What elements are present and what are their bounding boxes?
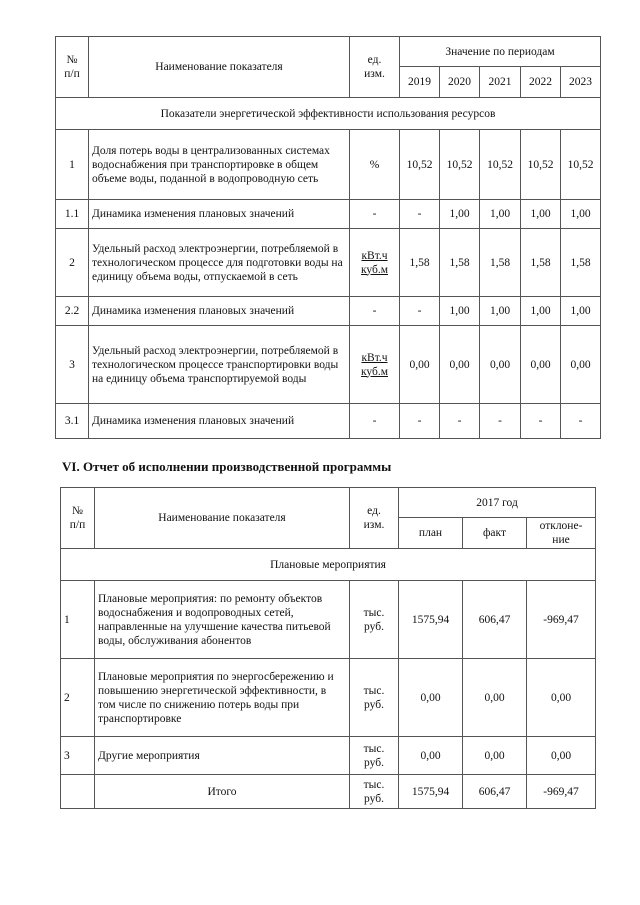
row-value: 0,00 xyxy=(480,326,521,404)
row-unit: кВт.ч куб.м xyxy=(350,229,400,297)
total-unit: тыс. руб. xyxy=(350,775,399,809)
row-unit: тыс. руб. xyxy=(350,659,399,737)
row-value: - xyxy=(440,404,480,439)
row-value: - xyxy=(561,404,601,439)
row-unit: тыс. руб. xyxy=(350,581,399,659)
total-deviation: -969,47 xyxy=(527,775,596,809)
row-value: 1,58 xyxy=(440,229,480,297)
row-value: 0,00 xyxy=(521,326,561,404)
table-row xyxy=(56,229,601,297)
row-value: 10,52 xyxy=(400,130,440,200)
table-row xyxy=(61,659,596,737)
table-total-row xyxy=(61,775,596,809)
row-name: Динамика изменения плановых значений xyxy=(89,297,350,326)
row-fact: 0,00 xyxy=(463,737,527,775)
t2-header-num: № п/п xyxy=(61,488,95,549)
row-value: - xyxy=(400,297,440,326)
energy-efficiency-table xyxy=(55,36,601,439)
t2-sub-deviation: отклоне- ние xyxy=(527,518,596,549)
row-value: 1,58 xyxy=(480,229,521,297)
row-value: 1,00 xyxy=(561,200,601,229)
row-name: Доля потерь воды в централизованных системах водоснабжения при транспортировке в общем объеме воды, поданной в водопроводную сеть xyxy=(89,130,350,200)
total-plan: 1575,94 xyxy=(399,775,463,809)
row-num: 2 xyxy=(61,659,95,737)
t1-header-periods: Значение по периодам xyxy=(400,37,601,67)
total-label: Итого xyxy=(95,775,350,809)
row-unit: % xyxy=(350,130,400,200)
row-value: 0,00 xyxy=(561,326,601,404)
row-value: 1,00 xyxy=(521,297,561,326)
row-value: - xyxy=(480,404,521,439)
t2-sub-fact: факт xyxy=(463,518,527,549)
section-heading: VI. Отчет об исполнении производственной программы xyxy=(62,459,392,474)
row-name: Плановые мероприятия: по ремонту объектов водоснабжения и водопроводных сетей, направленные на улучшение качества питьевой воды, обслуживания абонентов xyxy=(95,581,350,659)
row-num: 3 xyxy=(56,326,89,404)
t1-section-title: Показатели энергетической эффективности использования ресурсов xyxy=(56,98,601,130)
row-name: Удельный расход электроэнергии, потребляемой в технологическом процессе транспортировки воды на единицу объема транспортируемой воды xyxy=(89,326,350,404)
row-value: 1,00 xyxy=(521,200,561,229)
table-row xyxy=(56,297,601,326)
row-value: - xyxy=(400,404,440,439)
total-fact: 606,47 xyxy=(463,775,527,809)
row-unit: - xyxy=(350,200,400,229)
row-name: Динамика изменения плановых значений xyxy=(89,404,350,439)
t1-year: 2022 xyxy=(521,67,561,98)
t2-header-name: Наименование показателя xyxy=(95,488,350,549)
t2-section-title: Плановые мероприятия xyxy=(61,549,596,581)
row-unit: - xyxy=(350,297,400,326)
table-row xyxy=(56,326,601,404)
row-value: 0,00 xyxy=(440,326,480,404)
row-value: 1,58 xyxy=(561,229,601,297)
t1-year: 2021 xyxy=(480,67,521,98)
t1-header-name: Наименование показателя xyxy=(89,37,350,98)
table-row xyxy=(56,200,601,229)
t1-header-unit: ед. изм. xyxy=(350,37,400,98)
row-plan: 1575,94 xyxy=(399,581,463,659)
row-fact: 0,00 xyxy=(463,659,527,737)
row-value: 10,52 xyxy=(440,130,480,200)
row-plan: 0,00 xyxy=(399,659,463,737)
row-fact: 606,47 xyxy=(463,581,527,659)
t2-header-year: 2017 год xyxy=(399,488,596,518)
row-unit: тыс. руб. xyxy=(350,737,399,775)
t1-header-num: № п/п xyxy=(56,37,89,98)
total-num-cell xyxy=(61,775,95,809)
row-value: 10,52 xyxy=(480,130,521,200)
row-deviation: -969,47 xyxy=(527,581,596,659)
row-num: 2.2 xyxy=(56,297,89,326)
t2-sub-plan: план xyxy=(399,518,463,549)
row-num: 1.1 xyxy=(56,200,89,229)
row-value: - xyxy=(521,404,561,439)
table-row xyxy=(56,404,601,439)
table-row xyxy=(61,581,596,659)
row-num: 1 xyxy=(56,130,89,200)
row-value: 1,00 xyxy=(440,200,480,229)
row-value: 0,00 xyxy=(400,326,440,404)
row-num: 3.1 xyxy=(56,404,89,439)
table-row xyxy=(56,130,601,200)
row-value: - xyxy=(400,200,440,229)
row-name: Динамика изменения плановых значений xyxy=(89,200,350,229)
row-num: 1 xyxy=(61,581,95,659)
row-value: 1,00 xyxy=(561,297,601,326)
row-unit: - xyxy=(350,404,400,439)
row-deviation: 0,00 xyxy=(527,659,596,737)
t1-year: 2020 xyxy=(440,67,480,98)
row-plan: 0,00 xyxy=(399,737,463,775)
t1-year: 2019 xyxy=(400,67,440,98)
row-name: Другие мероприятия xyxy=(95,737,350,775)
row-unit: кВт.ч куб.м xyxy=(350,326,400,404)
row-value: 1,00 xyxy=(440,297,480,326)
row-value: 10,52 xyxy=(561,130,601,200)
table-row xyxy=(61,737,596,775)
row-value: 1,58 xyxy=(400,229,440,297)
production-program-report-table xyxy=(60,487,596,809)
t2-header-unit: ед. изм. xyxy=(350,488,399,549)
row-value: 1,58 xyxy=(521,229,561,297)
t1-year: 2023 xyxy=(561,67,601,98)
row-num: 2 xyxy=(56,229,89,297)
row-name: Плановые мероприятия по энергосбережению и повышению энергетической эффективности, в том числе по снижению потерь воды при транспортировке xyxy=(95,659,350,737)
row-value: 10,52 xyxy=(521,130,561,200)
row-name: Удельный расход электроэнергии, потребляемой в технологическом процессе для подготовки воды на единицу объема воды, отпускаемой в сеть xyxy=(89,229,350,297)
row-deviation: 0,00 xyxy=(527,737,596,775)
row-value: 1,00 xyxy=(480,297,521,326)
row-num: 3 xyxy=(61,737,95,775)
row-value: 1,00 xyxy=(480,200,521,229)
